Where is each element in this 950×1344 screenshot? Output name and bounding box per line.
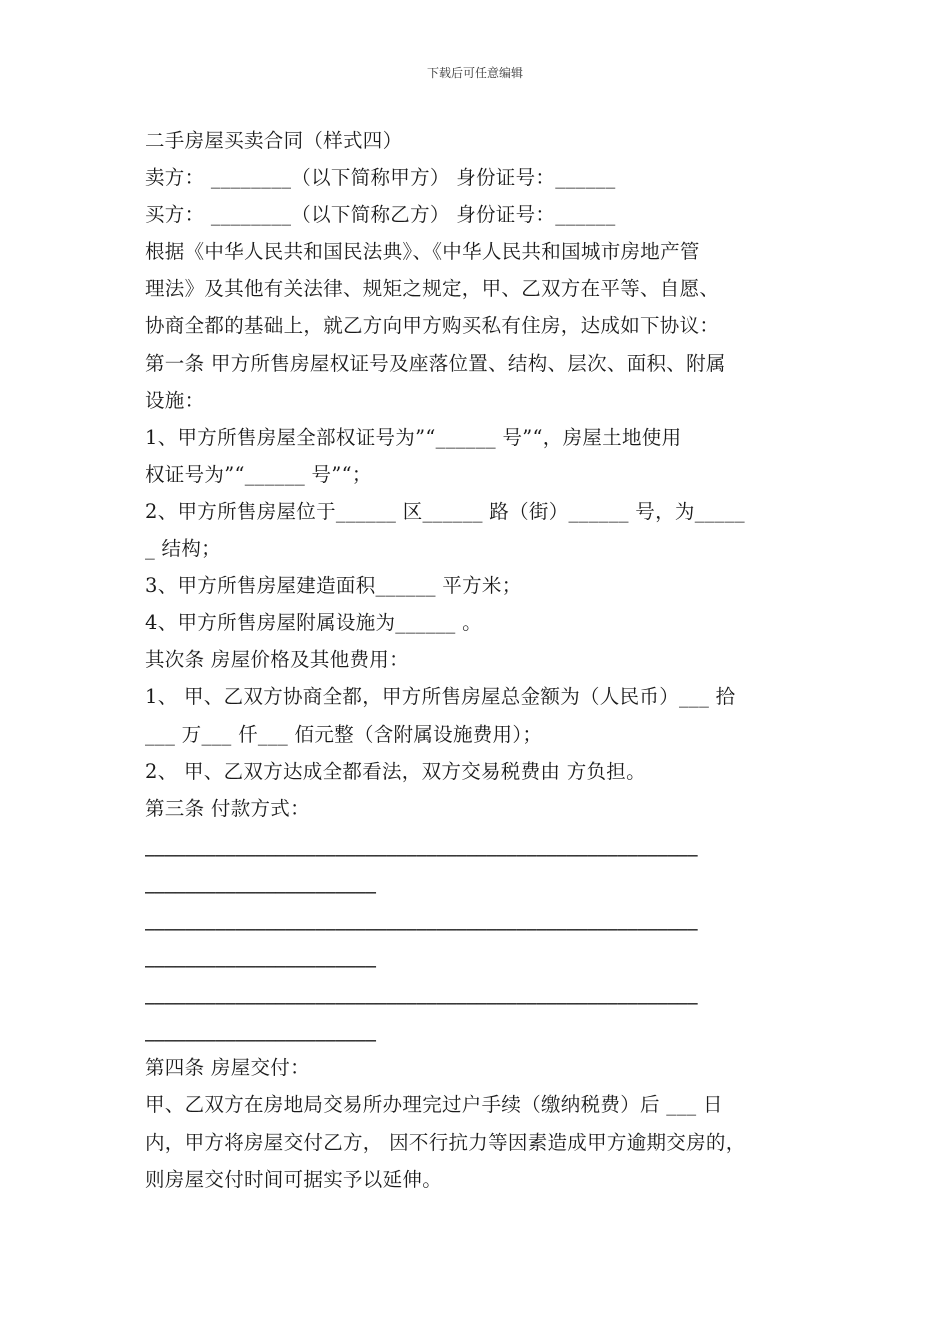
page-header-note: 下载后可任意编辑 [426, 66, 523, 80]
blank-fill-line: _______________________ [145, 1019, 377, 1043]
text-line: 卖方： ________（以下简称甲方） 身份证号：______ [145, 166, 616, 190]
text-line: 4、甲方所售房屋附属设施为______ 。 [145, 611, 482, 635]
text-line: 内，甲方将房屋交付乙方， 因不行抗力等因素造成甲方逾期交房的， [145, 1130, 746, 1154]
text-line: 根据《中华人民共和国民法典》、《中华人民共和国城市房地产管 [145, 240, 700, 264]
text-line: 2、甲方所售房屋位于______ 区______ 路（街）______ 号，为_____ [145, 499, 745, 523]
text-line: 甲、乙双方在房地局交易所办理完过户手续（缴纳税费）后 ___ 日 [145, 1093, 723, 1117]
text-line: ___ 万___ 仟___ 佰元整（含附属设施费用）； [145, 722, 543, 746]
text-line: 2、 甲、乙双方达成全都看法，双方交易税费由 方负担。 [145, 759, 646, 783]
blank-fill-line: _______________________________________________________ [145, 833, 698, 857]
text-line: 设施： [145, 388, 205, 412]
text-line: 其次条 房屋价格及其他费用： [145, 648, 409, 672]
text-line: 买方： ________（以下简称乙方） 身份证号：______ [145, 203, 616, 227]
blank-fill-line: _______________________________________________________ [145, 907, 698, 931]
text-line: 协商全都的基础上，就乙方向甲方购买私有住房，达成如下协议： [145, 314, 720, 338]
text-line: 理法》及其他有关法律、规矩之规定，甲、乙双方在平等、自愿、 [145, 277, 720, 301]
text-line: 1、甲方所售房屋全部权证号为”“______ 号”“，房屋土地使用 [145, 425, 682, 449]
text-line: 1、 甲、乙双方协商全都，甲方所售房屋总金额为（人民币）___ 拾 [145, 685, 736, 709]
text-line: 二手房屋买卖合同（样式四） [145, 129, 403, 152]
blank-fill-line: _______________________________________________________ [145, 982, 698, 1006]
blank-fill-line: _______________________ [145, 870, 377, 894]
contract-body [145, 122, 810, 1198]
text-line: 第四条 房屋交付： [145, 1056, 310, 1080]
text-line: 权证号为”“______ 号”“； [145, 462, 372, 486]
text-line: 第一条 甲方所售房屋权证号及座落位置、结构、层次、面积、附属 [145, 351, 726, 375]
text-line: 第三条 付款方式： [145, 796, 310, 820]
blank-fill-line: _______________________ [145, 945, 377, 969]
text-line: 3、甲方所售房屋建造面积______ 平方米； [145, 574, 522, 598]
text-line: 则房屋交付时间可据实予以延伸。 [145, 1167, 443, 1191]
text-line: _ 结构； [145, 537, 221, 561]
